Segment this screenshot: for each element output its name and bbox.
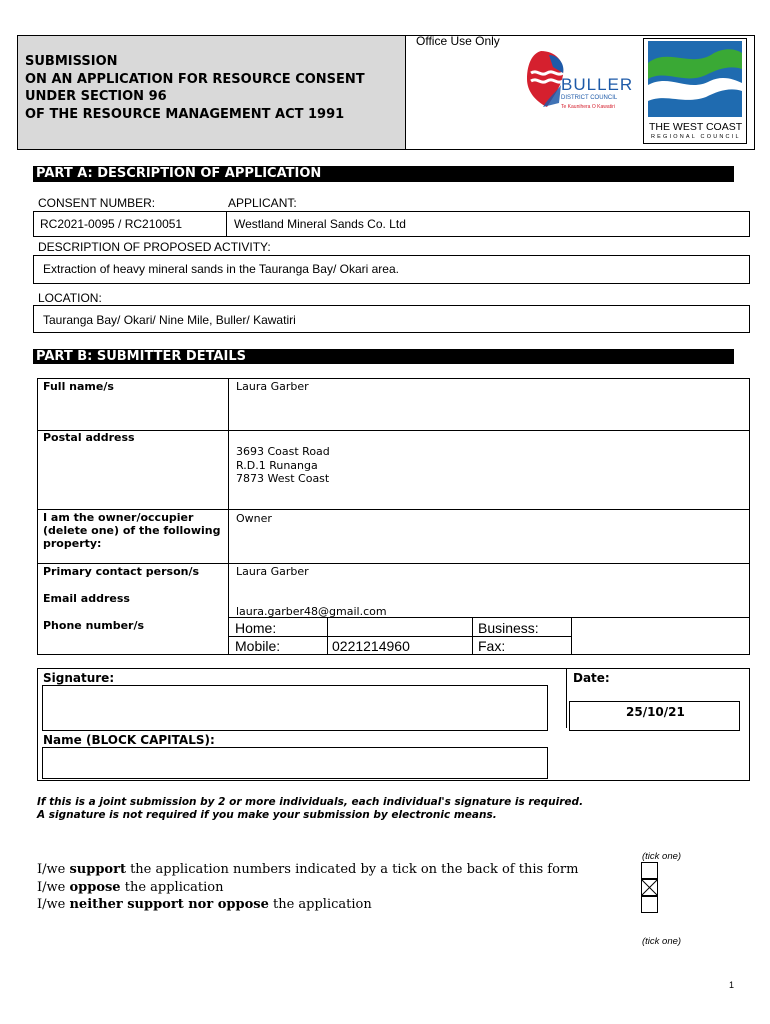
- fax-label: Fax:: [478, 638, 506, 654]
- postal-address-label: Postal address: [43, 431, 135, 444]
- document-title: [25, 53, 365, 123]
- neither-checkbox[interactable]: [641, 896, 658, 913]
- option-support: [37, 862, 578, 877]
- consent-number-label: CONSENT NUMBER:: [38, 196, 156, 210]
- office-use-label: Office Use Only: [416, 34, 500, 48]
- full-name-label: Full name/s: [43, 380, 114, 393]
- signature-field[interactable]: [42, 685, 548, 731]
- joint-submission-note: If this is a joint submission by 2 or more individuals, each individual's signature is required.: [37, 796, 584, 808]
- table-row-divider: [37, 430, 750, 431]
- part-b-heading: PART B: SUBMITTER DETAILS: [33, 349, 734, 364]
- signature-label: Signature:: [43, 671, 115, 685]
- electronic-submission-note: A signature is not required if you make your submission by electronic means.: [37, 809, 497, 821]
- applicant-label: APPLICANT:: [228, 196, 297, 210]
- table-row-divider: [228, 636, 571, 637]
- option-prefix: I/we: [37, 862, 70, 877]
- option-neither: [37, 897, 372, 912]
- phone-column-divider: [472, 617, 473, 655]
- wc-line1: THE WEST COAST: [649, 121, 743, 133]
- consent-number-value: RC2021-0095 / RC210051: [40, 217, 183, 231]
- option-suffix: the application numbers indicated by a tick on the back of this form: [125, 862, 579, 877]
- tick-one-label: (tick one): [642, 851, 682, 862]
- phone-column-divider: [327, 617, 328, 655]
- primary-contact-value[interactable]: Laura Garber: [236, 565, 309, 578]
- primary-contact-label: Primary contact person/s: [43, 565, 200, 578]
- mobile-phone-value[interactable]: 0221214960: [332, 638, 410, 654]
- page-number: 1: [729, 980, 735, 990]
- location-label: LOCATION:: [38, 291, 102, 305]
- table-row-divider: [37, 563, 750, 564]
- email-value[interactable]: laura.garber48@gmail.com: [236, 605, 387, 618]
- postal-line: 3693 Coast Road: [236, 445, 330, 458]
- buller-district-council-logo: [523, 47, 634, 119]
- home-phone-label: Home:: [235, 620, 277, 636]
- owner-label-line: property:: [43, 537, 102, 550]
- option-suffix: the application: [120, 880, 224, 895]
- title-line: SUBMISSION: [25, 54, 118, 69]
- postal-address-value[interactable]: [236, 445, 330, 486]
- west-coast-emblem-icon: [644, 39, 746, 119]
- table-row-divider: [37, 509, 750, 510]
- buller-sub: DISTRICT COUNCIL: [561, 95, 618, 101]
- option-oppose: [37, 880, 223, 895]
- phone-column-divider: [571, 617, 572, 655]
- description-value: Extraction of heavy mineral sands in the Tauranga Bay/ Okari area.: [43, 262, 399, 276]
- support-checkbox[interactable]: [641, 862, 658, 879]
- business-phone-label: Business:: [478, 620, 539, 636]
- option-prefix: I/we: [37, 880, 70, 895]
- wc-line2: REGIONAL COUNCIL: [651, 134, 741, 140]
- option-suffix: the application: [268, 897, 372, 912]
- mobile-phone-label: Mobile:: [235, 638, 281, 654]
- table-column-divider: [228, 378, 229, 655]
- signature-date-divider: [566, 668, 567, 728]
- name-block-capitals-label: Name (BLOCK CAPITALS):: [43, 733, 215, 747]
- tick-one-label-bottom: (tick one): [642, 936, 682, 947]
- option-keyword: neither support nor oppose: [69, 897, 269, 912]
- title-line: ON AN APPLICATION FOR RESOURCE CONSENT: [25, 71, 365, 87]
- part-a-heading: PART A: DESCRIPTION OF APPLICATION: [33, 166, 734, 182]
- buller-tagline: Te Kaunihera O Kawatiri: [561, 104, 615, 110]
- phone-label: Phone number/s: [43, 619, 145, 632]
- option-keyword: support: [69, 862, 126, 877]
- owner-occupier-value[interactable]: Owner: [236, 512, 272, 525]
- option-prefix: I/we: [37, 897, 70, 912]
- title-line: UNDER SECTION 96: [25, 89, 167, 104]
- postal-line: 7873 West Coast: [236, 472, 330, 485]
- title-line: OF THE RESOURCE MANAGEMENT ACT 1991: [25, 106, 345, 122]
- buller-name: BULLER: [561, 75, 634, 94]
- owner-label-line: I am the owner/occupier: [43, 511, 194, 524]
- date-label: Date:: [573, 671, 610, 685]
- oppose-checkbox[interactable]: [641, 879, 658, 896]
- west-coast-regional-council-logo: [643, 38, 747, 144]
- email-label: Email address: [43, 592, 130, 605]
- postal-line: R.D.1 Runanga: [236, 458, 318, 472]
- owner-label-line: (delete one) of the following: [43, 524, 221, 537]
- name-block-capitals-field[interactable]: [42, 747, 548, 779]
- location-value: Tauranga Bay/ Okari/ Nine Mile, Buller/ Kawatiri: [43, 313, 296, 327]
- full-name-value[interactable]: Laura Garber: [236, 380, 309, 393]
- date-value: 25/10/21: [626, 705, 685, 719]
- owner-occupier-label: [43, 511, 220, 550]
- applicant-value: Westland Mineral Sands Co. Ltd: [234, 217, 406, 231]
- option-keyword: oppose: [69, 880, 121, 895]
- cross-mark-icon: [642, 880, 657, 895]
- description-label: DESCRIPTION OF PROPOSED ACTIVITY:: [38, 240, 271, 254]
